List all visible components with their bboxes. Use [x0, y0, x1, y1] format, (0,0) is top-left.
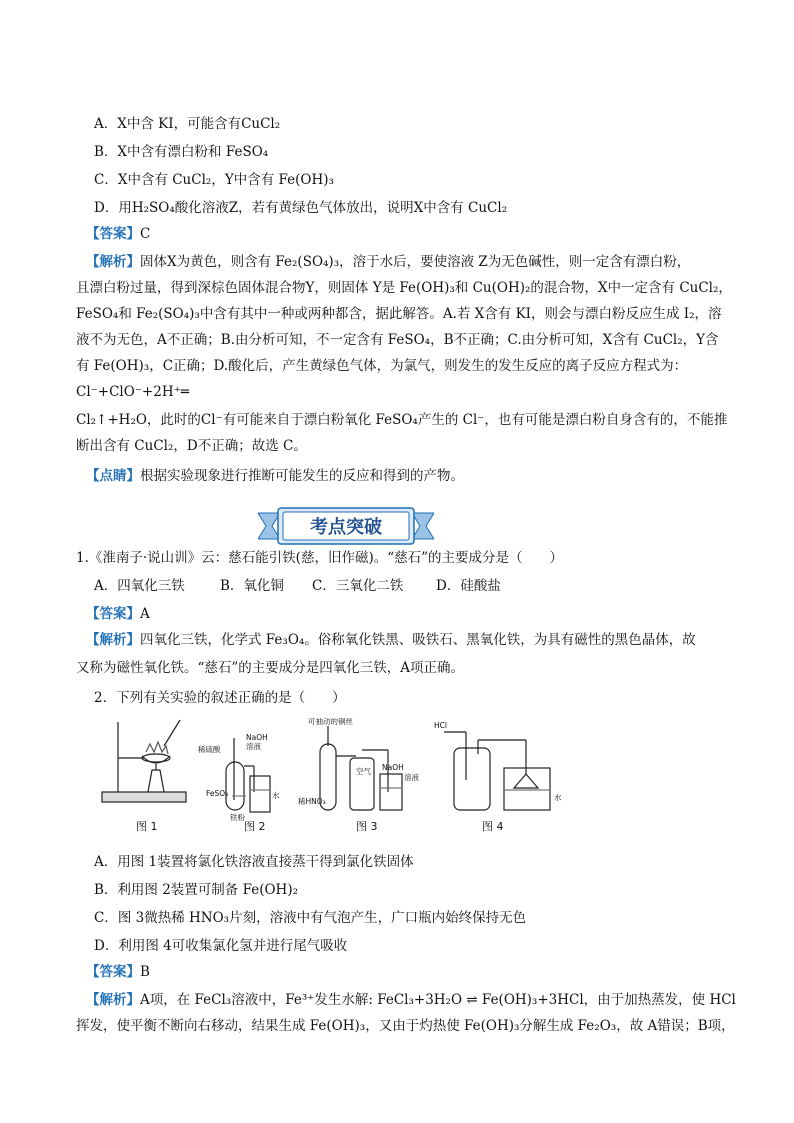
option-d: D．用H₂SO₄酸化溶液Z，若有黄绿色气体放出，说明X中含有 CuCl₂ — [94, 200, 508, 216]
figure-1-label: 图 1 — [136, 820, 158, 833]
analysis-label: 【解析】 — [86, 992, 140, 1008]
analysis-line: 又称为磁性氧化铁。“慈石”的主要成分是四氧化三铁，A项正确。 — [76, 660, 465, 676]
analysis-line: 四氧化三铁，化学式 Fe₃O₄。俗称氧化铁黑、吸铁石、黑氧化铁，为具有磁性的黑色晶体，故 — [140, 632, 696, 648]
question-1-options — [94, 576, 501, 596]
option-d: D．硅酸盐 — [436, 578, 501, 594]
analysis-line: Cl₂↑+H₂O，此时的Cl⁻有可能来自于漂白粉氧化 FeSO₄产生的 Cl⁻，也有可能是漂白粉自身含有的，不能推 — [76, 412, 728, 428]
option-d: D．利用图 4可收集氯化氢并进行尾气吸收 — [94, 938, 348, 954]
analysis-row — [86, 630, 696, 650]
answer-row — [86, 224, 150, 244]
tip-label: 【点睛】 — [86, 468, 140, 484]
answer-value: C — [140, 226, 151, 242]
answer-value: B — [140, 964, 150, 980]
analysis-line: 固体X为黄色，则含有 Fe₂(SO₄)₃，溶于水后，要使溶液 Z为无色碱性，则一定含有漂白粉， — [140, 254, 691, 270]
question-2-stem: 2．下列有关实验的叙述正确的是（ ） — [94, 690, 346, 706]
answer-row — [86, 962, 150, 982]
label-water: 水 — [272, 791, 280, 800]
analysis-line: Cl⁻+ClO⁻+2H⁺═ — [76, 384, 189, 400]
label-water-4: 水 — [554, 793, 562, 802]
label-air: 空气 — [356, 767, 371, 776]
option-c: C．图 3微热稀 HNO₃片刻，溶液中有气泡产生，广口瓶内始终保持无色 — [94, 910, 527, 926]
figure-1-apparatus — [102, 720, 186, 802]
label-feso4: FeSO₄ — [206, 789, 229, 798]
answer-row — [86, 604, 150, 624]
analysis-line: 挥发，使平衡不断向右移动，结果生成 Fe(OH)₃，又由于灼热使 Fe(OH)₃分解生成 Fe₂O₃，故 A错误；B项， — [76, 1018, 735, 1034]
tip-row — [86, 466, 464, 486]
question-1-stem: 1.《淮南子·说山训》云：慈石能引铁(慈，旧作磁)。“慈石”的主要成分是（ ） — [76, 550, 564, 566]
label-hno3: 稀HNO₃ — [298, 797, 326, 806]
label-iron-powder: 铁粉 — [230, 813, 245, 822]
analysis-line: 断出含有 CuCl₂，D不正确；故选 C。 — [76, 438, 307, 454]
label-hcl: HCl — [434, 721, 447, 730]
analysis-line: 液不为无色，A不正确；B.由分析可知，不一定含有 FeSO₄，B不正确；C.由分析可知，X含有 CuCl₂，Y含 — [76, 332, 719, 348]
option-c: C．X中含有 CuCl₂，Y中含有 Fe(OH)₃ — [94, 172, 334, 188]
answer-label: 【答案】 — [86, 606, 140, 622]
analysis-line: A项，在 FeCl₃溶液中，Fe³⁺发生水解: FeCl₃+3H₂O ⇌ Fe(OH)₃+3HCl，由于加热蒸发，使 HCl — [140, 992, 736, 1008]
label-copper-wire: 可抽动的铜丝 — [308, 718, 353, 726]
label-naoh-3: NaOH — [382, 763, 404, 772]
analysis-label: 【解析】 — [86, 254, 140, 270]
analysis-line: 且漂白粉过量，得到深棕色固体混合物Y，则固体 Y是 Fe(OH)₃和 Cu(OH)₂的混合物，X中一定含有 CuCl₂， — [76, 280, 732, 296]
tip-text: 根据实验现象进行推断可能发生的反应和得到的产物。 — [140, 468, 464, 484]
apparatus-figures — [94, 718, 574, 838]
analysis-row — [86, 990, 736, 1010]
analysis-line: FeSO₄和 Fe₂(SO₄)₃中含有其中一种或两种都含，据此解答。A.若 X含有 KI，则会与漂白粉反应生成 I₂，溶 — [76, 306, 722, 322]
answer-value: A — [140, 606, 150, 622]
option-b: B．氧化铜 — [220, 578, 284, 594]
option-a: A．X中含 KI，可能含有CuCl₂ — [94, 116, 281, 132]
figure-4-apparatus — [444, 732, 550, 810]
analysis-line: 有 Fe(OH)₃，C正确；D.酸化后，产生黄绿色气体，为氯气，则发生的发生反应的离子反应方程式为： — [76, 358, 688, 374]
figure-2-label: 图 2 — [244, 820, 266, 833]
answer-label: 【答案】 — [86, 226, 140, 242]
option-b: B．X中含有漂白粉和 FeSO₄ — [94, 144, 269, 160]
label-solution-3: 溶液 — [404, 773, 419, 782]
option-a: A．四氧化三铁 — [94, 578, 185, 594]
option-c: C．三氧化二铁 — [312, 578, 404, 594]
label-solution: 溶液 — [246, 742, 261, 751]
option-b: B．利用图 2装置可制备 Fe(OH)₂ — [94, 882, 298, 898]
label-naoh: NaOH — [246, 733, 268, 742]
section-banner — [258, 505, 434, 547]
figure-4-label: 图 4 — [482, 820, 504, 833]
analysis-label: 【解析】 — [86, 632, 140, 648]
option-a: A．用图 1装置将氯化铁溶液直接蒸干得到氯化铁固体 — [94, 854, 414, 870]
banner-title: 考点突破 — [310, 517, 382, 538]
label-dilute-acid: 稀硫酸 — [198, 745, 221, 754]
figure-3-label: 图 3 — [356, 820, 378, 833]
answer-label: 【答案】 — [86, 964, 140, 980]
analysis-row — [86, 252, 690, 272]
